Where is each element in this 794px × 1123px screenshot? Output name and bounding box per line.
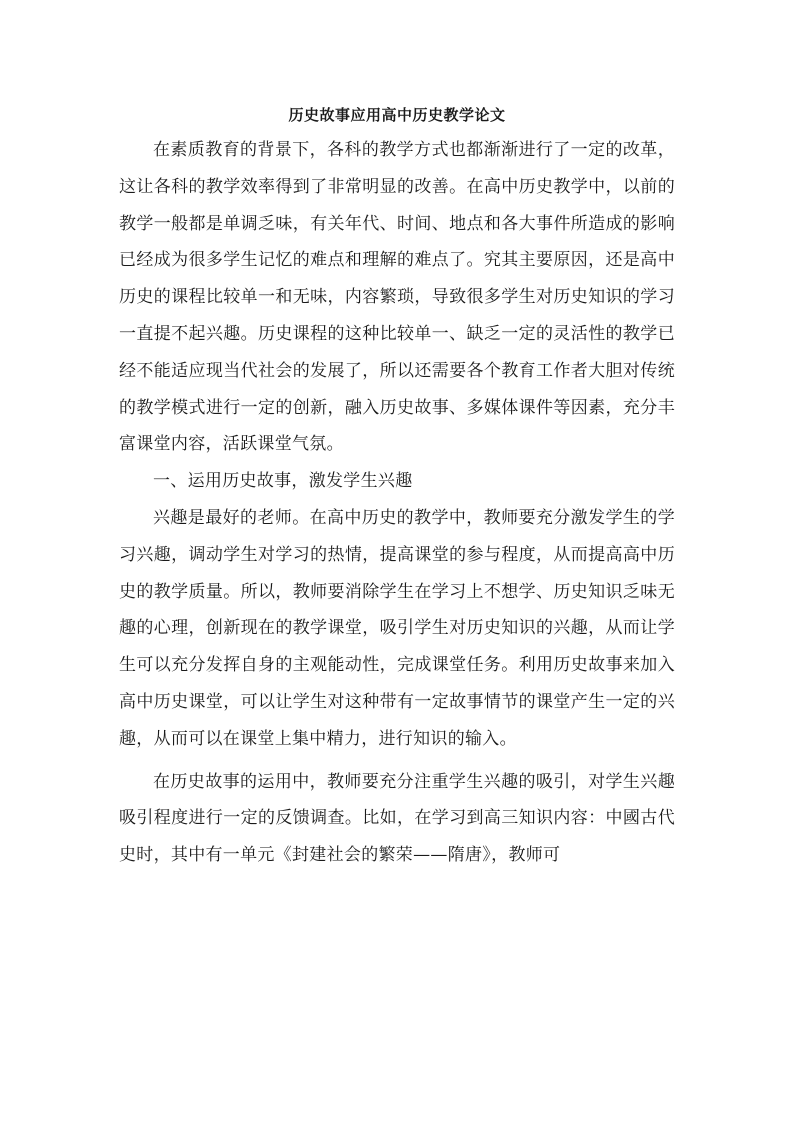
document-title: 历史故事应用高中历史教学论文 — [288, 106, 506, 124]
section-heading-1: 一、运用历史故事，激发学生兴趣 — [153, 471, 413, 492]
paragraph-section-1-example: 在历史故事的运用中，教师要充分注重学生兴趣的吸引，对学生兴趣吸引程度进行一定的反馈调查。比如，在学习到高三知识内容：中國古代史时，其中有一单元《封建社会的繁荣——隋唐》，教师可 — [119, 771, 675, 866]
paragraph-section-1: 兴趣是最好的老师。在高中历史的教学中，教师要充分激发学生的学习兴趣，调动学生对学习的热情，提高课堂的参与程度，从而提高高中历史的教学质量。所以，教师要消除学生在学习上不想学、历史知识乏味无趣的心理，创新现在的教学课堂，吸引学生对历史知识的兴趣，从而让学生可以充分发挥自身的主观能动性，完成课堂任务。利用历史故事来加入高中历史课堂，可以让学生对这种带有一定故事情节的课堂产生一定的兴趣，从而可以在课堂上集中精力，进行知识的输入。 — [119, 507, 675, 749]
paragraph-intro: 在素质教育的背景下，各科的教学方式也都渐渐进行了一定的改革，这让各科的教学效率得到了非常明显的改善。在高中历史教学中，以前的教学一般都是单调乏味，有关年代、时间、地点和各大事件所造成的影响已经成为很多学生记忆的难点和理解的难点了。究其主要原因，还是高中历史的课程比较单一和无味，内容繁琐，导致很多学生对历史知识的学习一直提不起兴趣。历史课程的这种比较单一、缺乏一定的灵活性的教学已经不能适应现当代社会的发展了，所以还需要各个教育工作者大胆对传统的教学模式进行一定的创新，融入历史故事、多媒体课件等因素，充分丰富课堂内容，活跃课堂气氛。 — [119, 140, 675, 455]
document-body — [119, 132, 675, 874]
